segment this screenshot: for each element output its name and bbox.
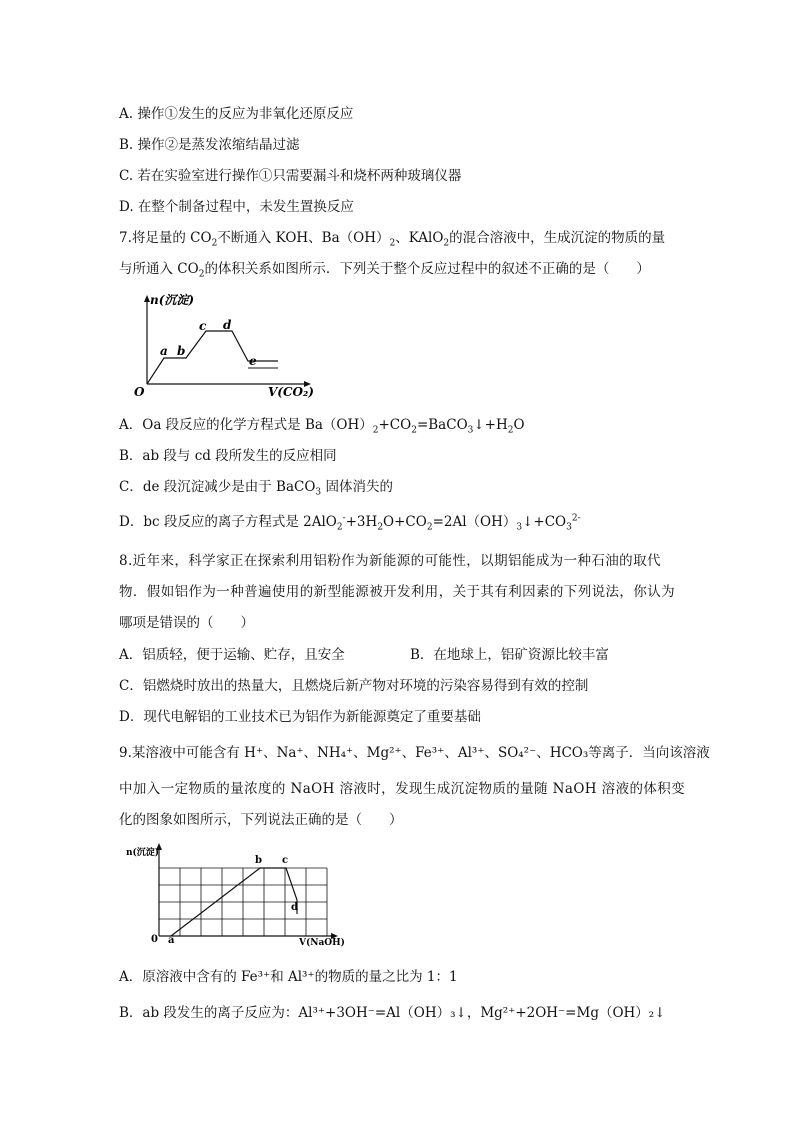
q9-point-b: b [255,855,262,866]
q7-point-e: e [249,354,257,368]
q8-option-b: B．在地球上，铝矿资源比较丰富 [410,647,609,663]
q9-graph-ylabel: n(沉淀) [126,848,160,858]
q7-graph-origin: O [134,385,145,399]
q9-graph [124,838,345,950]
q7-point-c: c [199,319,207,333]
q7-point-a: a [160,344,168,358]
q7-point-d: d [223,318,232,332]
q8-option-d: D．现代电解铝的工业技术已为铝作为新能源奠定了重要基础 [119,709,481,725]
q8-stem-line1: 8.近年来，科学家正在探索利用铝粉作为新能源的可能性，以期铝能成为一种石油的取代 [119,553,661,569]
q9-option-b: B．ab 段发生的离子反应为：Al³⁺+3OH⁻=Al（OH）₃↓，Mg²⁺+2OH⁻=Mg（OH）₂↓ [119,1005,666,1021]
q9-graph-origin: 0 [151,934,158,945]
q6-option-b: B. 操作②是蒸发浓缩结晶过滤 [119,137,300,153]
q9-point-d: d [291,902,298,913]
q9-graph-xlabel: V(NaOH) [299,938,345,948]
q7-option-d: D．bc 段反应的离子方程式是 $2AlO_2^-+3H_2O+CO_2=2Al(OH)_3↓+CO_3^{2-}$ [119,513,581,533]
q9-stem-line3: 化的图象如图所示，下列说法正确的是（ ） [119,812,403,828]
q8-option-c: C．铝燃烧时放出的热量大，且燃烧后新产物对环境的污染容易得到有效的控制 [119,678,589,694]
q9-option-a: A．原溶液中含有的 Fe³⁺和 Al³⁺的物质的量之比为 1：1 [119,969,458,985]
q9-stem-line1: 9.某溶液中可能含有 H⁺、Na⁺、NH₄⁺、Mg²⁺、Fe³⁺、Al³⁺、SO₄²⁻、HCO₃等离子．当向该溶液 [119,745,710,761]
q7-graph-ylabel: n(沉淀) [150,293,195,307]
q8-stem-line2: 物．假如铝作为一种普遍使用的新型能源被开发利用，关于其有利因素的下列说法，你认为 [119,584,675,600]
q8-option-a: A．铝质轻，便于运输、贮存，且安全 [119,647,345,663]
q7-option-c: C．de 段沉淀减少是由于 BaCO$_3$ 固体消失的 [119,479,393,498]
q8-stem-line3: 哪项是错误的（ ） [119,615,254,631]
q7-graph [128,292,328,402]
q9-point-c: c [282,855,289,866]
q9-stem-line2: 中加入一定物质的量浓度的 NaOH 溶液时，发现生成沉淀物质的量随 NaOH 溶液的体积变 [119,781,686,797]
q6-option-a: A. 操作①发生的反应为非氧化还原反应 [119,106,354,122]
q9-point-a: a [168,935,175,946]
q7-graph-xlabel: V(CO₂) [268,385,314,399]
q7-stem-line1: 7.将足量的 $CO_2$不断通入 KOH、$Ba(OH)_2$、KAlO$_2$的混合溶液中，生成沉淀的物质的量 [119,230,666,249]
q6-option-d: D. 在整个制备过程中，未发生置换反应 [119,199,354,215]
q7-option-b: B．ab 段与 cd 段所发生的反应相同 [119,448,337,464]
q7-point-b: b [177,344,186,358]
q7-option-a: A．Oa 段反应的化学方程式是 $Ba(OH)_2+CO_2=BaCO_3↓+H_2O$ [119,417,525,436]
q7-stem-line2: 与所通入 $CO_2$的体积关系如图所示．下列关于整个反应过程中的叙述不正确的是（ ） [119,261,650,280]
q6-option-c: C. 若在实验室进行操作①只需要漏斗和烧杯两种玻璃仪器 [119,168,462,184]
